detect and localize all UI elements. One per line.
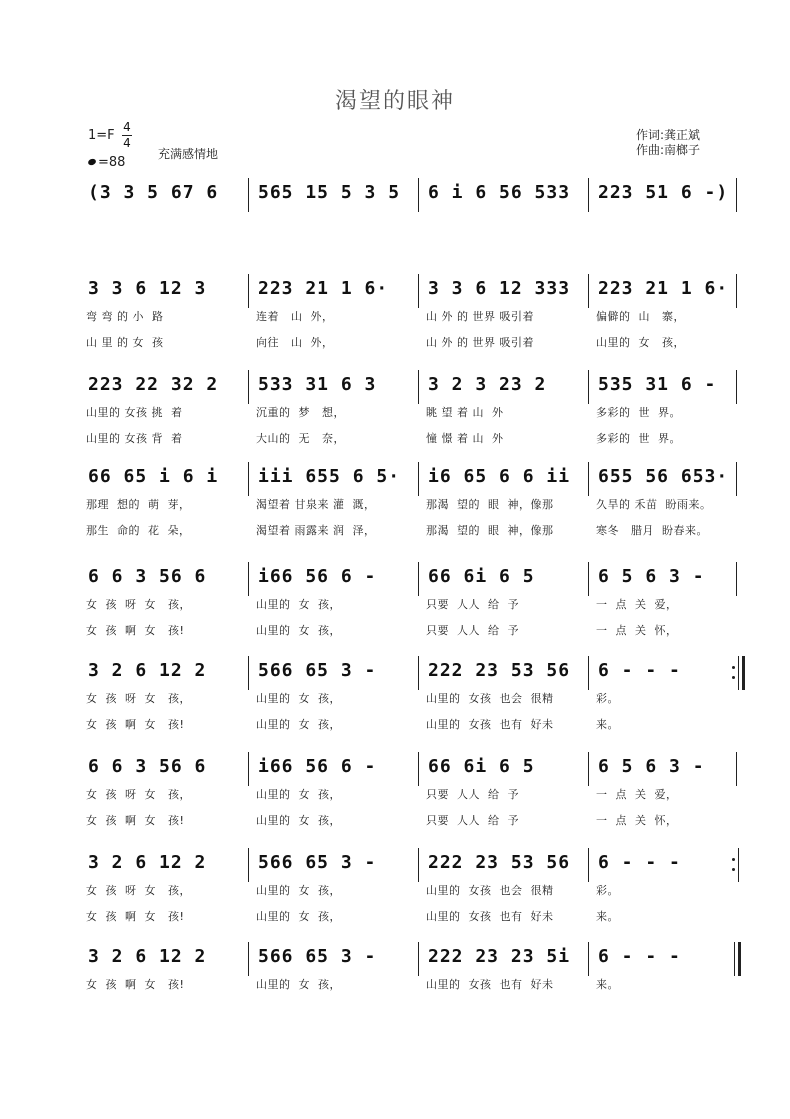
measure: 6 i 6 56 533: [428, 182, 571, 203]
lyric-verse-2: 那渴 望的 眼 神，像那: [426, 524, 554, 537]
barline: [418, 370, 419, 404]
score-row: [84, 756, 744, 856]
barline: [736, 274, 737, 308]
barline: [588, 656, 589, 690]
lyric-verse-1: 那渴 望的 眼 神，像那: [426, 498, 554, 511]
lyric-verse-2: 渴望着 雨露来 润 泽，: [256, 524, 376, 537]
measure: i66 56 6 -: [258, 756, 377, 777]
measure: 566 65 3 -: [258, 660, 377, 681]
lyric-verse-2: 一 点 关 怀，: [596, 624, 678, 637]
measure: 223 21 1 6·: [258, 278, 389, 299]
lyric-verse-1: 只要 人人 给 予: [426, 598, 519, 611]
lyric-verse-2: 寒冬 腊月 盼春来。: [596, 524, 708, 537]
barline: [248, 562, 249, 596]
lyric-verse-2: 大山的 无 奈，: [256, 432, 345, 445]
measure: 66 6i 6 5: [428, 756, 535, 777]
lyric-verse-1: 山里的 女 孩，: [256, 788, 341, 801]
lyric-verse-1: 山里的 女孩 挑 着: [86, 406, 183, 419]
measure: 222 23 23 5i: [428, 946, 571, 967]
lyric-verse-1: 连着 山 外，: [256, 310, 334, 323]
lyric-verse-1: 眺 望 着 山 外: [426, 406, 504, 419]
measure: 3 3 6 12 3: [88, 278, 207, 299]
score-row: [84, 466, 744, 566]
key-signature: 1=F: [88, 128, 115, 143]
measure: 223 21 1 6·: [598, 278, 729, 299]
barline: [248, 848, 249, 882]
measure: 6 5 6 3 -: [598, 756, 705, 777]
lyricist: 作词:龚正斌: [636, 128, 701, 142]
barline: [736, 462, 737, 496]
page-title: 渴望的眼神: [334, 89, 455, 114]
measure: 3 2 3 23 2: [428, 374, 547, 395]
barline: [588, 752, 589, 786]
measure: 66 6i 6 5: [428, 566, 535, 587]
barline: [588, 462, 589, 496]
barline: [248, 942, 249, 976]
lyric-verse-2: 那生 命的 花 朵，: [86, 524, 191, 537]
final-barline: [738, 942, 741, 976]
score-row: [84, 182, 744, 282]
barline: [418, 848, 419, 882]
lyric-verse-1: 彩。: [596, 884, 619, 897]
barline: [248, 274, 249, 308]
barline: [736, 562, 737, 596]
measure: 655 56 653·: [598, 466, 729, 487]
barline: [418, 462, 419, 496]
lyric-verse-2: 山里的 女孩 背 着: [86, 432, 183, 445]
lyric-verse-2: 女 孩 啊 女 孩!: [86, 718, 185, 731]
measure: 6 6 3 56 6: [88, 756, 207, 777]
lyric-verse-1: 沉重的 梦 想，: [256, 406, 345, 419]
measure: 3 2 6 12 2: [88, 852, 207, 873]
lyric-verse-1: 山里的 女孩 也有 好未: [426, 978, 554, 991]
barline: [588, 942, 589, 976]
barline: [418, 656, 419, 690]
tempo-value: =88: [98, 155, 126, 170]
composer: 作曲:南榔子: [636, 143, 701, 157]
barline: [736, 752, 737, 786]
lyric-verse-1: 山 外 的 世界 吸引着: [426, 310, 534, 323]
lyric-verse-1: 渴望着 甘泉来 灌 溉，: [256, 498, 376, 511]
measure: i66 56 6 -: [258, 566, 377, 587]
quarter-note-icon: [87, 158, 97, 166]
lyric-verse-2: 女 孩 啊 女 孩!: [86, 910, 185, 923]
lyric-verse-2: 山里的 女 孩，: [256, 718, 341, 731]
lyric-verse-1: 弯 弯 的 小 路: [86, 310, 164, 323]
lyric-verse-1: 偏僻的 山 寨，: [596, 310, 685, 323]
measure: 3 2 6 12 2: [88, 946, 207, 967]
lyric-verse-2: 山里的 女 孩，: [256, 814, 341, 827]
lyric-verse-2: 只要 人人 给 予: [426, 814, 519, 827]
lyric-verse-1: 一 点 关 爱，: [596, 598, 678, 611]
score-row: [84, 852, 744, 952]
barline: [248, 370, 249, 404]
lyric-verse-1: 来。: [596, 978, 619, 991]
barline: [418, 178, 419, 212]
measure: 6 6 3 56 6: [88, 566, 207, 587]
lyric-verse-1: 女 孩 啊 女 孩!: [86, 978, 185, 991]
lyric-verse-2: 只要 人人 给 予: [426, 624, 519, 637]
lyric-verse-1: 女 孩 呀 女 孩，: [86, 598, 191, 611]
repeat-sign: [732, 656, 746, 690]
barline: [588, 178, 589, 212]
barline: [588, 848, 589, 882]
measure: 3 2 6 12 2: [88, 660, 207, 681]
lyric-verse-2: 来。: [596, 718, 619, 731]
lyric-verse-1: 久旱的 禾苗 盼雨来。: [596, 498, 712, 511]
lyric-verse-2: 山里的 女 孩，: [256, 910, 341, 923]
lyric-verse-2: 一 点 关 怀，: [596, 814, 678, 827]
measure: 6 - - -: [598, 852, 681, 873]
barline: [248, 178, 249, 212]
lyric-verse-2: 来。: [596, 910, 619, 923]
barline: [736, 370, 737, 404]
barline: [418, 274, 419, 308]
barline: [736, 178, 737, 212]
measure: 6 - - -: [598, 946, 681, 967]
expression-marking: 充满感情地: [158, 147, 219, 161]
time-signature-bottom: 4: [123, 136, 131, 150]
lyric-verse-1: 女 孩 呀 女 孩，: [86, 788, 191, 801]
lyric-verse-1: 多彩的 世 界。: [596, 406, 681, 419]
lyric-verse-2: 山里的 女孩 也有 好未: [426, 718, 554, 731]
measure: 566 65 3 -: [258, 946, 377, 967]
measure: i6 65 6 6 ii: [428, 466, 571, 487]
measure: 6 - - -: [598, 660, 681, 681]
lyric-verse-2: 山 外 的 世界 吸引着: [426, 336, 534, 349]
barline: [734, 942, 735, 976]
score-row: [84, 660, 744, 760]
barline: [588, 274, 589, 308]
lyric-verse-2: 山里的 女 孩，: [256, 624, 341, 637]
lyric-verse-2: 女 孩 啊 女 孩!: [86, 624, 185, 637]
lyric-verse-1: 山里的 女孩 也会 很精: [426, 884, 554, 897]
measure: 222 23 53 56: [428, 660, 571, 681]
tempo-marking: [88, 155, 125, 170]
time-signature-top: 4: [123, 120, 131, 134]
lyric-verse-1: 女 孩 呀 女 孩，: [86, 692, 191, 705]
score-row: [84, 566, 744, 666]
measure: 566 65 3 -: [258, 852, 377, 873]
lyric-verse-1: 山里的 女 孩，: [256, 598, 341, 611]
lyric-verse-1: 女 孩 呀 女 孩，: [86, 884, 191, 897]
measure: iii 655 6 5·: [258, 466, 401, 487]
barline: [248, 462, 249, 496]
barline: [418, 942, 419, 976]
lyric-verse-1: 那理 想的 萌 芽，: [86, 498, 191, 511]
score-row: [84, 946, 744, 1046]
measure: 6 5 6 3 -: [598, 566, 705, 587]
measure: 533 31 6 3: [258, 374, 377, 395]
repeat-end-sign: [732, 848, 746, 882]
measure: 66 65 i 6 i: [88, 466, 219, 487]
lyric-verse-2: 山里的 女孩 也有 好未: [426, 910, 554, 923]
barline: [418, 752, 419, 786]
lyric-verse-2: 憧 憬 着 山 外: [426, 432, 504, 445]
barline: [588, 370, 589, 404]
lyric-verse-1: 一 点 关 爱，: [596, 788, 678, 801]
score-row: [84, 278, 744, 378]
barline: [248, 752, 249, 786]
measure: 565 15 5 3 5: [258, 182, 401, 203]
measure: (3 3 5 67 6: [88, 182, 219, 203]
measure: 222 23 53 56: [428, 852, 571, 873]
lyric-verse-1: 只要 人人 给 予: [426, 788, 519, 801]
lyric-verse-2: 山 里 的 女 孩: [86, 336, 164, 349]
lyric-verse-2: 多彩的 世 界。: [596, 432, 681, 445]
barline: [248, 656, 249, 690]
score-row: [84, 374, 744, 474]
time-signature: [122, 120, 132, 151]
lyric-verse-1: 彩。: [596, 692, 619, 705]
barline: [588, 562, 589, 596]
lyric-verse-1: 山里的 女孩 也会 很精: [426, 692, 554, 705]
measure: 223 51 6 -): [598, 182, 729, 203]
measure: 223 22 32 2: [88, 374, 219, 395]
credits: [636, 128, 700, 158]
lyric-verse-1: 山里的 女 孩，: [256, 884, 341, 897]
measure: 535 31 6 -: [598, 374, 717, 395]
measure: 3 3 6 12 333: [428, 278, 571, 299]
lyric-verse-2: 向往 山 外，: [256, 336, 334, 349]
lyric-verse-1: 山里的 女 孩，: [256, 978, 341, 991]
barline: [418, 562, 419, 596]
lyric-verse-2: 女 孩 啊 女 孩!: [86, 814, 185, 827]
lyric-verse-2: 山里的 女 孩，: [596, 336, 685, 349]
lyric-verse-1: 山里的 女 孩，: [256, 692, 341, 705]
